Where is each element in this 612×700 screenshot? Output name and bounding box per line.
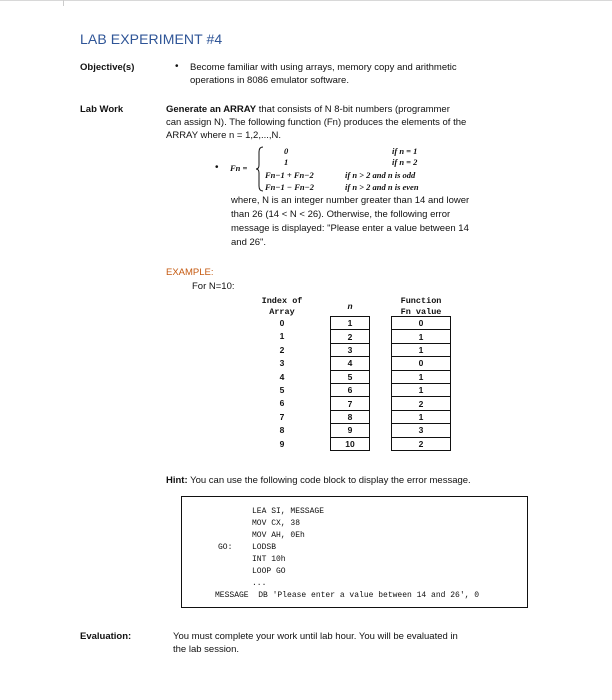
objective-label: Objective(s) bbox=[80, 62, 135, 73]
table-row bbox=[331, 317, 370, 330]
left-brace-icon bbox=[256, 146, 264, 192]
n-table bbox=[330, 316, 370, 451]
index-value: 4 bbox=[279, 371, 285, 382]
table-row bbox=[331, 397, 370, 410]
f-cell: 1 bbox=[392, 410, 451, 423]
f-cell: 3 bbox=[392, 424, 451, 437]
objective-line-2: operations in 8086 emulator software. bbox=[190, 75, 349, 86]
case-expr-1: 0 bbox=[284, 146, 289, 156]
example-label: EXAMPLE: bbox=[166, 267, 214, 278]
index-value: 3 bbox=[279, 358, 285, 369]
case-cond-1: if n = 1 bbox=[392, 146, 418, 156]
table-row bbox=[331, 370, 370, 383]
table-row bbox=[392, 370, 451, 383]
n-cell: 6 bbox=[331, 383, 370, 396]
case-expr-3: Fn−1 + Fn−2 bbox=[265, 170, 314, 180]
labwork-line-1 bbox=[166, 103, 450, 116]
hint-line bbox=[166, 474, 471, 487]
func-header-line-1: Function bbox=[400, 296, 442, 306]
labwork-line-3: ARRAY where n = 1,2,...,N. bbox=[166, 130, 282, 141]
case-cond-4: if n > 2 and n is even bbox=[345, 182, 419, 192]
f-cell: 2 bbox=[392, 437, 451, 450]
f-cell: 1 bbox=[392, 343, 451, 356]
code-line-3: MOV AH, 0Eh bbox=[252, 531, 305, 540]
case-expr-2: 1 bbox=[284, 157, 289, 167]
where-line-4: and 26". bbox=[231, 237, 267, 248]
index-value: 0 bbox=[279, 318, 285, 328]
index-value: 7 bbox=[279, 411, 285, 422]
where-line-2: than 26 (14 < N < 26). Otherwise, the following error bbox=[231, 209, 451, 220]
labwork-intro-bold: Generate an ARRAY bbox=[166, 104, 257, 115]
where-line-3: message is displayed: "Please enter a value between 14 bbox=[231, 223, 469, 234]
n-header: n bbox=[347, 302, 353, 312]
case-cond-3: if n > 2 and n is odd bbox=[345, 170, 416, 180]
bullet-icon: • bbox=[175, 61, 179, 72]
f-cell: 1 bbox=[392, 370, 451, 383]
table-row bbox=[392, 410, 451, 423]
table-row bbox=[392, 343, 451, 356]
hint-text: You can use the following code block to display the error message. bbox=[187, 475, 471, 486]
header-tick bbox=[63, 0, 64, 6]
f-cell: 1 bbox=[392, 330, 451, 343]
table-row bbox=[392, 330, 451, 343]
code-line-1: LEA SI, MESSAGE bbox=[252, 507, 325, 516]
code-line-4: LODSB bbox=[252, 543, 277, 552]
table-row bbox=[392, 357, 451, 370]
table-row bbox=[392, 424, 451, 437]
table-row bbox=[331, 424, 370, 437]
code-go-label: GO: bbox=[218, 543, 233, 552]
table-row bbox=[392, 383, 451, 396]
table-row bbox=[331, 343, 370, 356]
index-value: 1 bbox=[279, 331, 285, 342]
n-cell: 7 bbox=[331, 397, 370, 410]
case-expr-4: Fn−1 − Fn−2 bbox=[265, 182, 314, 192]
table-row bbox=[392, 397, 451, 410]
labwork-intro-rest: that consists of N 8-bit numbers (programmer bbox=[256, 104, 450, 115]
n-cell: 10 bbox=[331, 437, 370, 450]
evaluation-line-1: You must complete your work until lab hour. You will be evaluated in bbox=[173, 631, 458, 642]
code-message-line: MESSAGE DB 'Please enter a value between 14 and 26', 0 bbox=[215, 591, 480, 600]
objective-line-1: Become familiar with using arrays, memory copy and arithmetic bbox=[190, 62, 457, 73]
table-row bbox=[392, 317, 451, 330]
n-cell: 3 bbox=[331, 343, 370, 356]
top-divider bbox=[0, 0, 612, 1]
n-cell: 5 bbox=[331, 370, 370, 383]
f-cell: 1 bbox=[392, 383, 451, 396]
n-cell: 4 bbox=[331, 357, 370, 370]
table-row bbox=[331, 410, 370, 423]
n-cell: 1 bbox=[331, 317, 370, 330]
code-line-2: MOV CX, 38 bbox=[252, 519, 301, 528]
page-title: LAB EXPERIMENT #4 bbox=[80, 31, 223, 47]
index-value: 6 bbox=[279, 398, 285, 409]
table-row bbox=[392, 437, 451, 450]
example-for-n: For N=10: bbox=[192, 281, 235, 292]
code-line-5: INT 10h bbox=[252, 555, 286, 564]
index-header-line-2: Array bbox=[269, 307, 295, 317]
table-row bbox=[331, 383, 370, 396]
where-line-1: where, N is an integer number greater than 14 and lower bbox=[231, 195, 470, 206]
table-row bbox=[331, 357, 370, 370]
table-row bbox=[331, 330, 370, 343]
f-cell: 0 bbox=[392, 317, 451, 330]
code-ellipsis: ... bbox=[252, 579, 267, 588]
f-cell: 0 bbox=[392, 357, 451, 370]
hint-bold: Hint: bbox=[166, 475, 188, 486]
index-header-line-1: Index of bbox=[261, 296, 303, 306]
func-header-line-2: Fn value bbox=[400, 307, 442, 317]
index-value: 2 bbox=[279, 344, 285, 355]
evaluation-label: Evaluation: bbox=[80, 631, 132, 642]
table-row bbox=[331, 437, 370, 450]
index-value: 8 bbox=[279, 425, 285, 436]
code-line-6: LOOP GO bbox=[252, 567, 286, 576]
case-cond-2: if n = 2 bbox=[392, 157, 418, 167]
labwork-line-2: can assign N). The following function (Fn) produces the elements of the bbox=[166, 117, 467, 128]
labwork-label: Lab Work bbox=[80, 104, 124, 115]
f-cell: 2 bbox=[392, 397, 451, 410]
f-table bbox=[391, 316, 451, 451]
evaluation-line-2: the lab session. bbox=[173, 644, 240, 655]
index-value: 9 bbox=[279, 438, 285, 449]
index-value: 5 bbox=[279, 385, 285, 395]
n-cell: 2 bbox=[331, 330, 370, 343]
bullet-icon: • bbox=[215, 162, 219, 173]
n-cell: 8 bbox=[331, 410, 370, 423]
n-cell: 9 bbox=[331, 424, 370, 437]
function-lhs: Fn = bbox=[230, 163, 248, 173]
